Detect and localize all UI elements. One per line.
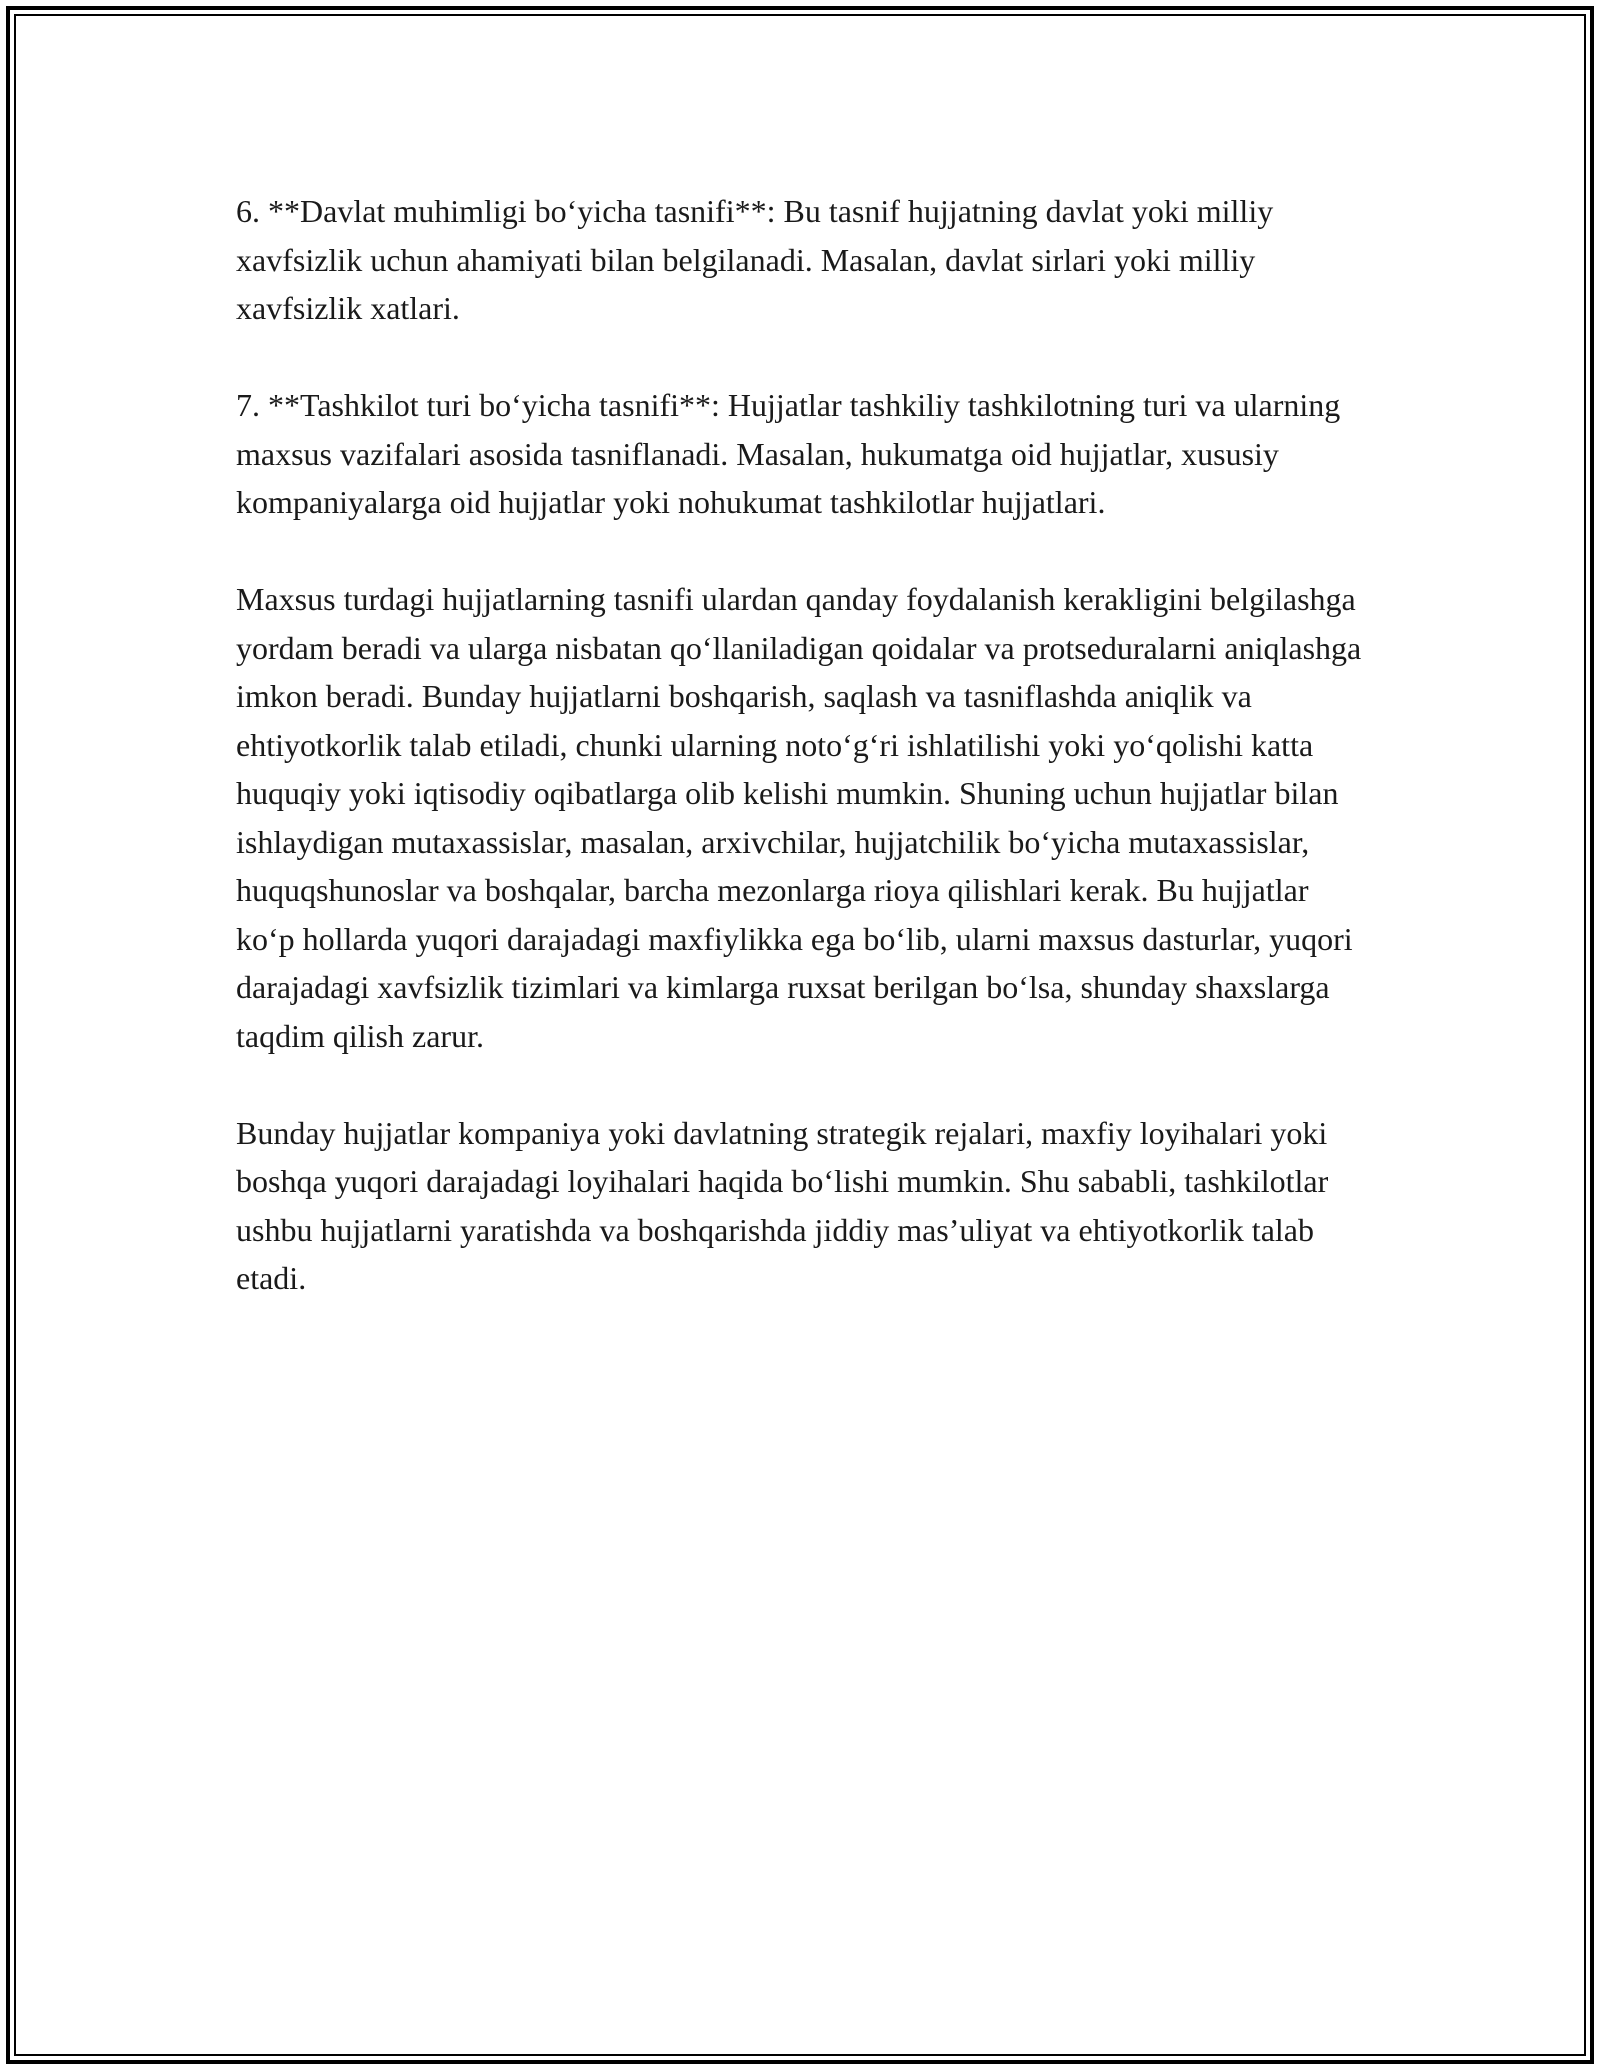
- document-body: [236, 187, 1364, 1351]
- paragraph-classification-purpose: Maxsus turdagi hujjatlarning tasnifi ulardan qanday foydalanish kerakligini belgilashga yordam beradi va ularga nisbatan qo‘llaniladigan qoidalar va protseduralarni aniqlashga imkon beradi. Bunday hujjatlarni boshqarish, saqlash va tasniflashda aniqlik va ehtiyotkorlik talab etiladi, chunki ularning noto‘g‘ri ishlatilishi yoki yo‘qolishi katta huquqiy yoki iqtisodiy oqibatlarga olib kelishi mumkin. Shuning uchun hujjatlar bilan ishlaydigan mutaxassislar, masalan, arxivchilar, hujjatchilik bo‘yicha mutaxassislar, huquqshunoslar va boshqalar, barcha mezonlarga rioya qilishlari kerak. Bu hujjatlar ko‘p hollarda yuqori darajadagi maxfiylikka ega bo‘lib, ularni maxsus dasturlar, yuqori darajadagi xavfsizlik tizimlari va kimlarga ruxsat berilgan bo‘lsa, shunday shaxslarga taqdim qilish zarur.: [236, 581, 1362, 1054]
- paragraph-item-6: 6. **Davlat muhimligi bo‘yicha tasnifi**: Bu tasnif hujjatning davlat yoki milliy xavfsizlik uchun ahamiyati bilan belgilanadi. Masalan, davlat sirlari yoki milliy xavfsizlik xatlari.: [236, 193, 1274, 326]
- paragraph-item-7: 7. **Tashkilot turi bo‘yicha tasnifi**: Hujjatlar tashkiliy tashkilotning turi va ularning maxsus vazifalari asosida tasniflanadi. Masalan, hukumatga oid hujjatlar, xususiy kompaniyalarga oid hujjatlar yoki nohukumat tashkilotlar hujjatlari.: [236, 387, 1341, 520]
- paragraph-strategic-documents: Bunday hujjatlar kompaniya yoki davlatning strategik rejalari, maxfiy loyihalari yoki boshqa yuqori darajadagi loyihalari haqida bo‘lishi mumkin. Shu sababli, tashkilotlar ushbu hujjatlarni yaratishda va boshqarishda jiddiy mas’uliyat va ehtiyotkorlik talab etadi.: [236, 1114, 1329, 1296]
